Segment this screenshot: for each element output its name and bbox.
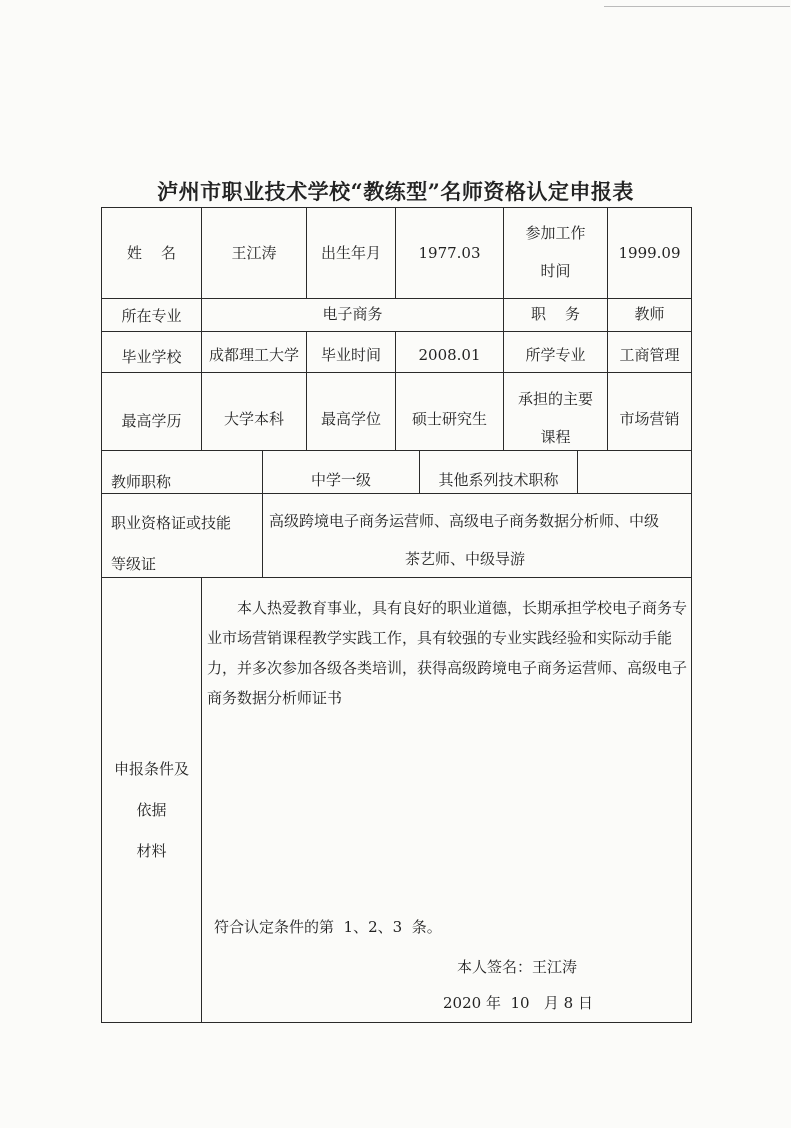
table-line [101,331,692,332]
form-title: 泸州市职业技术学校“教练型”名师资格认定申报表 [157,179,634,204]
table-line [201,577,202,1022]
work-start-label-2: 时间 [540,262,571,280]
certificate-value-2: 茶艺师、中级导游 [405,550,526,568]
signature: 本人签名：王江涛 [457,958,578,976]
certificate-value: 高级跨境电子商务运营师、高级电子商务数据分析师、中级 [269,512,660,530]
table-line [101,207,102,1022]
conditions-text: 符合认定条件的第 1、2、3 条。 [214,918,442,936]
school-label: 毕业学校 [121,348,182,366]
grad-time-value: 2008.01 [418,346,481,364]
birth-label: 出生年月 [320,244,381,262]
degree-value: 硕士研究生 [411,410,487,428]
major-label: 所在专业 [121,307,182,325]
grad-time-label: 毕业时间 [320,346,381,364]
basis-label-3: 材料 [136,842,167,860]
position-label: 职 务 [530,305,581,323]
table-line [101,1022,692,1023]
table-line [101,493,692,494]
certificate-label: 职业资格证或技能 [111,514,232,532]
name-label: 姓 名 [126,244,177,262]
sign-date: 2020 年 10 月 8 日 [443,994,593,1012]
table-line [262,493,263,577]
table-line [691,207,692,1022]
table-line [503,207,504,450]
scan-mark-top [604,6,790,7]
table-line [577,450,578,493]
table-line [101,577,692,578]
name-value: 王江涛 [231,244,277,262]
studied-major-value: 工商管理 [619,346,680,364]
other-title-label: 其他系列技术职称 [438,471,559,489]
birth-value: 1977.03 [418,244,481,262]
education-label: 最高学历 [121,412,182,430]
basis-label: 申报条件及 [113,760,189,778]
certificate-label-2: 等级证 [111,555,157,573]
table-line [101,207,692,208]
teacher-title-label: 教师职称 [111,473,172,491]
degree-label: 最高学位 [320,410,381,428]
work-start-label: 参加工作 [525,224,586,242]
position-value: 教师 [634,305,665,323]
table-line [101,450,692,451]
education-value: 大学本科 [223,410,284,428]
basis-label-2: 依据 [136,801,167,819]
work-start-value: 1999.09 [618,244,681,262]
main-course-label: 承担的主要 [517,390,593,408]
main-course-value: 市场营销 [619,410,680,428]
teacher-title-value: 中学一级 [310,471,371,489]
table-line [101,298,692,299]
studied-major-label: 所学专业 [525,346,586,364]
statement-paragraph: 本人热爱教育事业，具有良好的职业道德，长期承担学校电子商务专业市场营销课程教学实践工作，具有较强的专业实践经验和实际动手能力，并多次参加各级各类培训，获得高级跨境电子商务运营师、高级电子商务数据分析师证书 [207,599,688,707]
major-value: 电子商务 [322,305,383,323]
school-value: 成都理工大学 [208,346,299,364]
table-line [101,372,692,373]
main-course-label-2: 课程 [540,428,571,446]
